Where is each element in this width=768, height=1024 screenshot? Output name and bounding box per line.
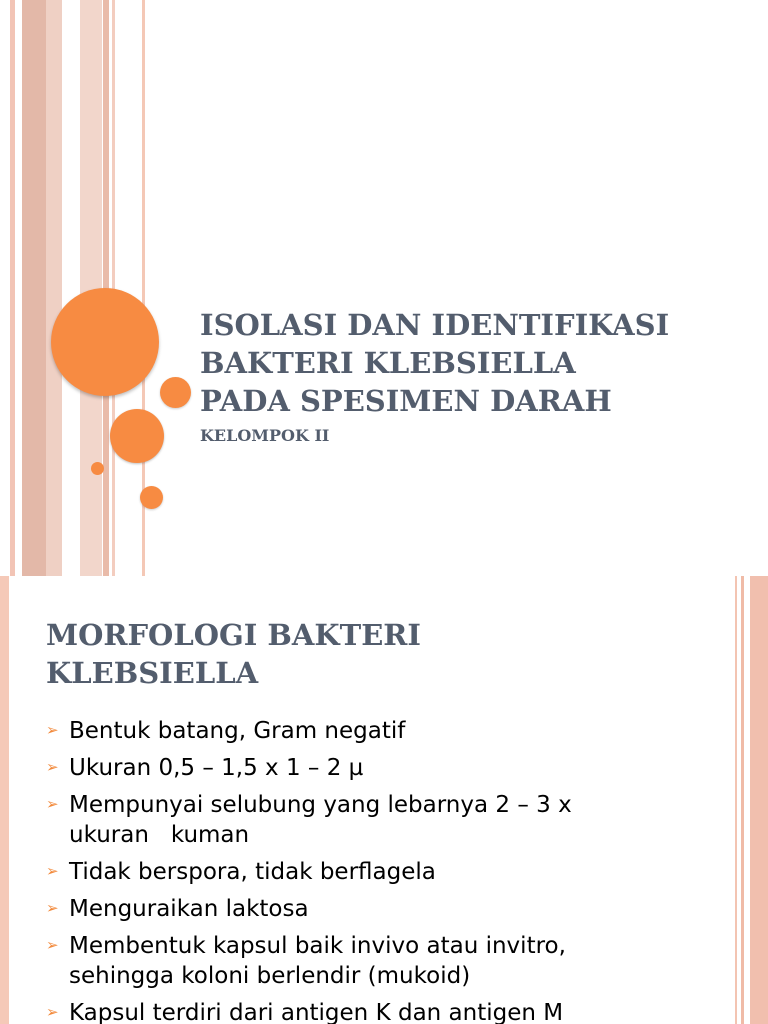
decorative-stripe-right xyxy=(741,576,744,1024)
decorative-stripe-right xyxy=(735,576,737,1024)
arrow-bullet-icon: ➢ xyxy=(46,862,59,880)
decorative-circle-small xyxy=(160,377,191,408)
bullet-item xyxy=(46,931,716,991)
decorative-circle-tiny xyxy=(91,462,104,475)
decorative-stripes xyxy=(0,0,160,576)
bullet-item xyxy=(46,998,716,1024)
bullet-text: Bentuk batang, Gram negatif xyxy=(69,718,406,744)
slide-subtitle: KELOMPOK II xyxy=(200,426,330,445)
stripe xyxy=(22,0,46,576)
bullet-text: Mempunyai selubung yang lebarnya 2 – 3 x ukuran kuman xyxy=(69,792,572,848)
arrow-bullet-icon: ➢ xyxy=(46,899,59,917)
arrow-bullet-icon: ➢ xyxy=(46,936,59,954)
bullet-text: Membentuk kapsul baik invivo atau invitro, sehingga koloni berlendir (mukoid) xyxy=(69,933,566,989)
arrow-bullet-icon: ➢ xyxy=(46,795,59,813)
decorative-circle-large xyxy=(51,288,159,396)
stripe xyxy=(46,0,62,576)
slide-title: ISOLASI DAN IDENTIFIKASI BAKTERI KLEBSIELLA PADA SPESIMEN DARAH xyxy=(200,308,670,418)
stripe xyxy=(10,0,15,576)
bullet-item xyxy=(46,857,716,887)
decorative-circle-small xyxy=(140,486,163,509)
bullet-item xyxy=(46,716,716,746)
bullet-text: Tidak berspora, tidak berflagela xyxy=(69,859,436,885)
slide-heading: MORFOLOGI BAKTERI KLEBSIELLA xyxy=(46,618,421,690)
arrow-bullet-icon: ➢ xyxy=(46,758,59,776)
bullet-list xyxy=(46,716,716,1024)
bullet-text: Kapsul terdiri dari antigen K dan antigen M xyxy=(69,1000,564,1024)
bullet-item xyxy=(46,894,716,924)
decorative-circle-medium xyxy=(110,409,164,463)
arrow-bullet-icon: ➢ xyxy=(46,1003,59,1021)
bullet-item xyxy=(46,753,716,783)
bullet-text: Ukuran 0,5 – 1,5 x 1 – 2 µ xyxy=(69,755,364,781)
decorative-stripe-left xyxy=(0,576,9,1024)
decorative-stripe-right xyxy=(750,576,768,1024)
content-slide xyxy=(0,576,768,1024)
arrow-bullet-icon: ➢ xyxy=(46,721,59,739)
bullet-text: Menguraikan laktosa xyxy=(69,896,309,922)
bullet-item xyxy=(46,790,716,850)
